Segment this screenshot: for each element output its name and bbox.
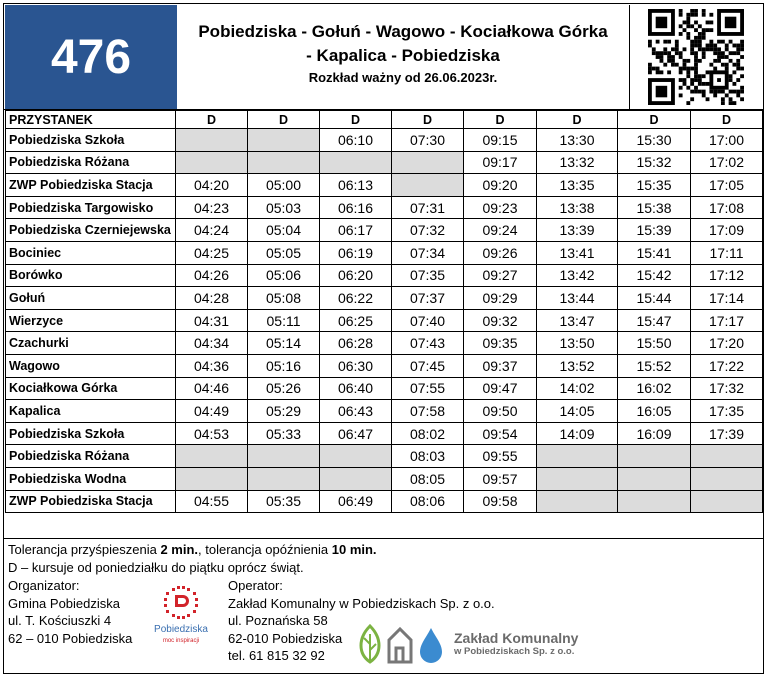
stop-name: Czachurki xyxy=(6,332,176,355)
departure-time: 17:12 xyxy=(691,264,763,287)
empty-cell xyxy=(537,490,618,513)
departure-time: 07:32 xyxy=(392,219,464,242)
day-code-header: D xyxy=(392,111,464,129)
departure-time: 06:28 xyxy=(320,332,392,355)
empty-cell xyxy=(248,445,320,468)
empty-cell xyxy=(320,445,392,468)
departure-time: 05:06 xyxy=(248,264,320,287)
departure-time: 07:30 xyxy=(392,129,464,152)
organizer-block xyxy=(8,577,132,647)
departure-time: 06:49 xyxy=(320,490,392,513)
departure-time: 06:40 xyxy=(320,377,392,400)
departure-time: 07:37 xyxy=(392,287,464,310)
departure-time: 08:03 xyxy=(392,445,464,468)
timetable-header-row xyxy=(6,111,763,129)
departure-time: 06:25 xyxy=(320,309,392,332)
departure-time: 13:47 xyxy=(537,309,618,332)
stop-name: Kapalica xyxy=(6,400,176,423)
organizer-label: Organizator: xyxy=(8,578,80,593)
empty-cell xyxy=(248,129,320,152)
departure-time: 09:35 xyxy=(464,332,537,355)
departure-time: 05:33 xyxy=(248,422,320,445)
departure-time: 06:13 xyxy=(320,174,392,197)
day-code-header: D xyxy=(618,111,691,129)
departure-time: 13:32 xyxy=(537,151,618,174)
departure-time: 17:17 xyxy=(691,309,763,332)
departure-time: 13:42 xyxy=(537,264,618,287)
table-row xyxy=(6,445,763,468)
departure-time: 04:46 xyxy=(176,377,248,400)
departure-time: 13:50 xyxy=(537,332,618,355)
departure-time: 06:16 xyxy=(320,196,392,219)
day-code-header: D xyxy=(320,111,392,129)
tolerance-late: 10 min. xyxy=(331,542,377,557)
departure-time: 07:35 xyxy=(392,264,464,287)
departure-time: 09:54 xyxy=(464,422,537,445)
departure-time: 09:15 xyxy=(464,129,537,152)
day-code-header: D xyxy=(691,111,763,129)
day-code-header: D xyxy=(176,111,248,129)
route-number: 476 xyxy=(50,30,132,84)
departure-time: 05:03 xyxy=(248,196,320,219)
departure-time: 09:27 xyxy=(464,264,537,287)
departure-time: 07:55 xyxy=(392,377,464,400)
departure-time: 17:00 xyxy=(691,129,763,152)
empty-cell xyxy=(392,151,464,174)
departure-time: 15:35 xyxy=(618,174,691,197)
empty-cell xyxy=(537,445,618,468)
departure-time: 13:39 xyxy=(537,219,618,242)
tolerance-early: 2 min. xyxy=(160,542,199,557)
stop-name: ZWP Pobiedziska Stacja xyxy=(6,490,176,513)
departure-time: 16:02 xyxy=(618,377,691,400)
validity-date: Rozkład ważny od 26.06.2023r. xyxy=(308,70,498,85)
departure-time: 06:17 xyxy=(320,219,392,242)
departure-time: 06:20 xyxy=(320,264,392,287)
departure-time: 07:58 xyxy=(392,400,464,423)
table-row xyxy=(6,332,763,355)
table-row xyxy=(6,219,763,242)
departure-time: 15:38 xyxy=(618,196,691,219)
empty-cell xyxy=(618,490,691,513)
day-code-header: D xyxy=(464,111,537,129)
departure-time: 04:55 xyxy=(176,490,248,513)
empty-cell xyxy=(320,151,392,174)
route-title-line1: Pobiedziska - Gołuń - Wagowo - Kociałkowa Górka xyxy=(198,22,608,41)
departure-time: 04:53 xyxy=(176,422,248,445)
departure-time: 13:44 xyxy=(537,287,618,310)
departure-time: 08:05 xyxy=(392,467,464,490)
departure-time: 06:10 xyxy=(320,129,392,152)
stop-name: Pobiedziska Szkoła xyxy=(6,129,176,152)
departure-time: 15:41 xyxy=(618,241,691,264)
empty-cell xyxy=(691,467,763,490)
departure-time: 06:22 xyxy=(320,287,392,310)
house-icon xyxy=(389,629,411,662)
departure-time: 06:43 xyxy=(320,400,392,423)
departure-time: 17:22 xyxy=(691,354,763,377)
departure-time: 09:23 xyxy=(464,196,537,219)
departure-time: 13:52 xyxy=(537,354,618,377)
tolerance-prefix: Tolerancja przyśpieszenia xyxy=(8,542,161,557)
tolerance-mid: , tolerancja opóźnienia xyxy=(198,542,332,557)
table-row xyxy=(6,377,763,400)
zk-logo-line1: Zakład Komunalny xyxy=(454,630,579,646)
stop-name: ZWP Pobiedziska Stacja xyxy=(6,174,176,197)
pob-logo-slogan: moc inspiracji xyxy=(162,638,200,644)
empty-cell xyxy=(537,467,618,490)
departure-time: 15:50 xyxy=(618,332,691,355)
operator-city: 62-010 Pobiedziska xyxy=(228,630,343,646)
stop-name: Pobiedziska Różana xyxy=(6,151,176,174)
table-row xyxy=(6,354,763,377)
organizer-street: ul. T. Kościuszki 4 xyxy=(8,613,112,628)
departure-time: 17:14 xyxy=(691,287,763,310)
stop-name: Pobiedziska Targowisko xyxy=(6,196,176,219)
departure-time: 08:02 xyxy=(392,422,464,445)
departure-time: 06:47 xyxy=(320,422,392,445)
stop-name: Borówko xyxy=(6,264,176,287)
departure-time: 16:05 xyxy=(618,400,691,423)
stop-name: Kociałkowa Górka xyxy=(6,377,176,400)
departure-time: 17:39 xyxy=(691,422,763,445)
empty-cell xyxy=(176,445,248,468)
departure-time: 06:19 xyxy=(320,241,392,264)
table-bottom-divider xyxy=(3,538,764,539)
departure-time: 15:39 xyxy=(618,219,691,242)
organizer-name: Gmina Pobiedziska xyxy=(8,595,120,611)
departure-time: 07:43 xyxy=(392,332,464,355)
departure-time: 13:41 xyxy=(537,241,618,264)
departure-time: 09:58 xyxy=(464,490,537,513)
departure-time: 15:44 xyxy=(618,287,691,310)
day-code-header: D xyxy=(537,111,618,129)
departure-time: 05:00 xyxy=(248,174,320,197)
departure-time: 16:09 xyxy=(618,422,691,445)
departure-time: 17:05 xyxy=(691,174,763,197)
departure-time: 17:11 xyxy=(691,241,763,264)
stop-name: Wagowo xyxy=(6,354,176,377)
stop-name: Bociniec xyxy=(6,241,176,264)
departure-time: 05:35 xyxy=(248,490,320,513)
table-row xyxy=(6,151,763,174)
departure-time: 17:20 xyxy=(691,332,763,355)
departure-time: 07:31 xyxy=(392,196,464,219)
departure-time: 15:32 xyxy=(618,151,691,174)
departure-time: 05:26 xyxy=(248,377,320,400)
departure-time: 14:09 xyxy=(537,422,618,445)
stop-name: Pobiedziska Różana xyxy=(6,445,176,468)
empty-cell xyxy=(392,174,464,197)
departure-time: 05:08 xyxy=(248,287,320,310)
departure-time: 05:16 xyxy=(248,354,320,377)
table-row xyxy=(6,422,763,445)
organizer-city: 62 – 010 Pobiedziska xyxy=(8,630,133,646)
table-row xyxy=(6,467,763,490)
stop-name: Wierzyce xyxy=(6,309,176,332)
departure-time: 07:34 xyxy=(392,241,464,264)
departure-time: 15:30 xyxy=(618,129,691,152)
table-row xyxy=(6,174,763,197)
table-row xyxy=(6,490,763,513)
empty-cell xyxy=(691,490,763,513)
departure-time: 13:30 xyxy=(537,129,618,152)
departure-time: 13:35 xyxy=(537,174,618,197)
stop-column-header: PRZYSTANEK xyxy=(6,111,176,129)
departure-time: 04:36 xyxy=(176,354,248,377)
empty-cell xyxy=(176,151,248,174)
qr-code-icon xyxy=(648,9,744,105)
zk-logo-line2: w Pobiedziskach Sp. z o.o. xyxy=(454,646,575,657)
departure-time: 05:04 xyxy=(248,219,320,242)
operator-phone: tel. 61 815 32 92 xyxy=(228,648,325,663)
operator-name: Zakład Komunalny w Pobiedziskach Sp. z o.o. xyxy=(228,595,495,611)
zaklad-komunalny-logo xyxy=(356,622,452,669)
timetable xyxy=(5,110,763,513)
departure-time: 09:55 xyxy=(464,445,537,468)
stop-name: Pobiedziska Czerniejewska xyxy=(6,219,176,242)
stop-name: Pobiedziska Szkoła xyxy=(6,422,176,445)
departure-time: 15:47 xyxy=(618,309,691,332)
empty-cell xyxy=(248,467,320,490)
departure-time: 09:47 xyxy=(464,377,537,400)
zk-logo-text xyxy=(454,630,578,657)
departure-time: 09:24 xyxy=(464,219,537,242)
departure-time: 09:29 xyxy=(464,287,537,310)
pobiedziska-logo xyxy=(142,582,220,658)
pob-logo-name: Pobiedziska xyxy=(154,624,208,635)
departure-time: 17:32 xyxy=(691,377,763,400)
departure-time: 04:26 xyxy=(176,264,248,287)
qr-code[interactable] xyxy=(629,5,762,109)
table-row xyxy=(6,264,763,287)
departure-time: 09:20 xyxy=(464,174,537,197)
departure-time: 17:08 xyxy=(691,196,763,219)
departure-time: 07:45 xyxy=(392,354,464,377)
table-row xyxy=(6,287,763,310)
table-row xyxy=(6,129,763,152)
water-drop-icon xyxy=(420,628,442,663)
table-row xyxy=(6,241,763,264)
route-header xyxy=(180,20,626,85)
pobiedziska-emblem-icon xyxy=(142,582,220,658)
departure-time: 05:29 xyxy=(248,400,320,423)
departure-time: 08:06 xyxy=(392,490,464,513)
departure-time: 17:35 xyxy=(691,400,763,423)
departure-time: 04:28 xyxy=(176,287,248,310)
departure-time: 09:50 xyxy=(464,400,537,423)
legend-note: D – kursuje od poniedziałku do piątku oprócz świąt. xyxy=(8,560,304,575)
departure-time: 09:57 xyxy=(464,467,537,490)
empty-cell xyxy=(618,445,691,468)
departure-time: 15:52 xyxy=(618,354,691,377)
departure-time: 09:26 xyxy=(464,241,537,264)
empty-cell xyxy=(691,445,763,468)
departure-time: 07:40 xyxy=(392,309,464,332)
departure-time: 17:09 xyxy=(691,219,763,242)
departure-time: 14:02 xyxy=(537,377,618,400)
departure-time: 04:23 xyxy=(176,196,248,219)
departure-time: 09:32 xyxy=(464,309,537,332)
departure-time: 04:25 xyxy=(176,241,248,264)
route-number-badge xyxy=(5,5,177,109)
tolerance-note xyxy=(8,541,377,559)
departure-time: 17:02 xyxy=(691,151,763,174)
stop-name: Pobiedziska Wodna xyxy=(6,467,176,490)
departure-time: 09:37 xyxy=(464,354,537,377)
zk-emblem-icon xyxy=(356,622,452,664)
empty-cell xyxy=(248,151,320,174)
departure-time: 13:38 xyxy=(537,196,618,219)
table-row xyxy=(6,196,763,219)
empty-cell xyxy=(176,129,248,152)
departure-time: 05:14 xyxy=(248,332,320,355)
table-row xyxy=(6,400,763,423)
departure-time: 05:05 xyxy=(248,241,320,264)
stop-name: Gołuń xyxy=(6,287,176,310)
departure-time: 04:49 xyxy=(176,400,248,423)
departure-time: 04:20 xyxy=(176,174,248,197)
empty-cell xyxy=(320,467,392,490)
route-title-line2: - Kapalica - Pobiedziska xyxy=(306,46,500,65)
departure-time: 06:30 xyxy=(320,354,392,377)
departure-time: 04:31 xyxy=(176,309,248,332)
departure-time: 04:24 xyxy=(176,219,248,242)
operator-street: ul. Poznańska 58 xyxy=(228,613,328,628)
table-row xyxy=(6,309,763,332)
day-code-header: D xyxy=(248,111,320,129)
departure-time: 09:17 xyxy=(464,151,537,174)
departure-time: 04:34 xyxy=(176,332,248,355)
empty-cell xyxy=(618,467,691,490)
departure-time: 05:11 xyxy=(248,309,320,332)
departure-time: 14:05 xyxy=(537,400,618,423)
departure-time: 15:42 xyxy=(618,264,691,287)
operator-label: Operator: xyxy=(228,578,283,593)
empty-cell xyxy=(176,467,248,490)
